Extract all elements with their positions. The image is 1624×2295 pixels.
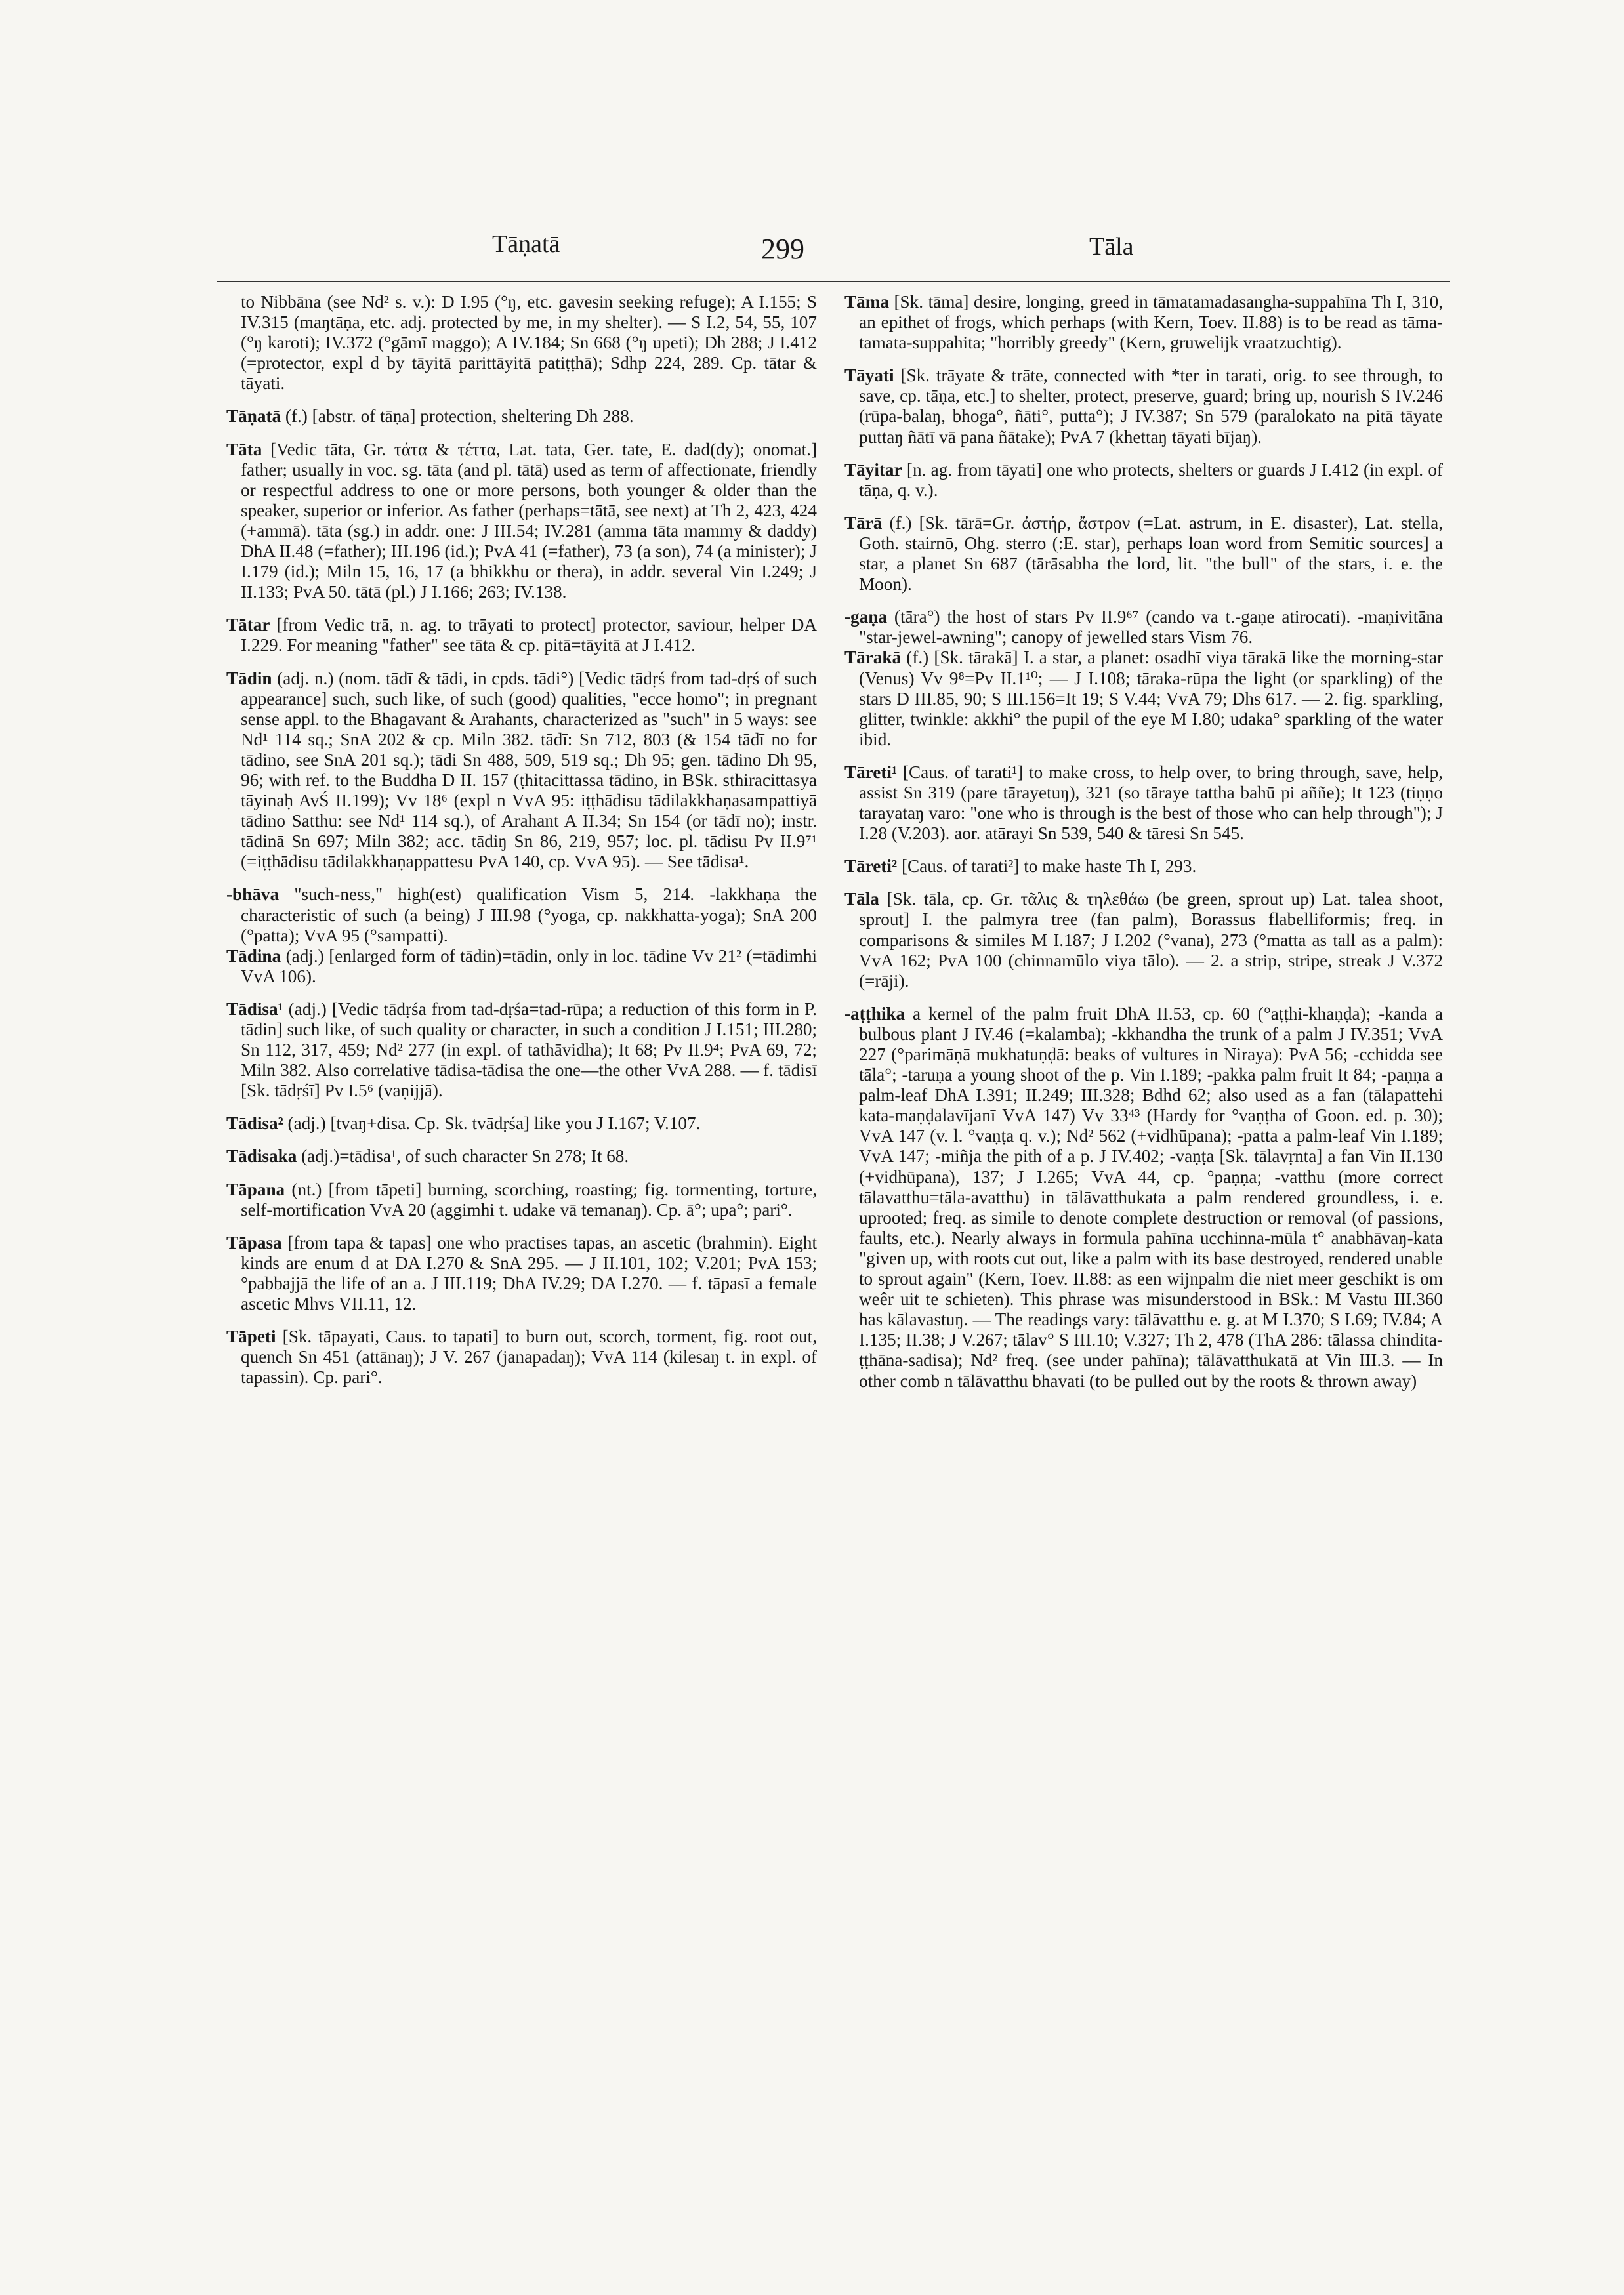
dictionary-entry <box>844 460 1443 501</box>
entry-text: (adj.) [enlarged form of tādin)=tādin, only in loc. tādine Vv 21² (=tādimhi VvA 106). <box>241 945 817 986</box>
entry-text: a kernel of the palm fruit DhA II.53, cp. 60 (°aṭṭhi-khaṇḍa); -kanda a bulbous plant J IV.46 (=kalamba); -kkhandha the trunk of a palm J IV.351; VvA 227 (°parimāṇā mukhatuṇḍā: beaks of vultures in Niraya): PvA 56; -cchidda see tāla°; -taruṇa a young shoot of the p. Vin I.189; -pakka palm fruit It 84; -paṇṇa a palm-leaf DhA I.391; II.249; III.328; Bdhd 62; also used as a fan (tālapattehi kata-maṇḍalavījanī VvA 147) Vv 33⁴³ (Hardy for °vaṇṭha of Goon. ed. p. 30); VvA 147 (v. l. °vaṇṭa q. v.); Nd² 562 (+vidhūpana); -patta a palm-leaf Vin I.189; VvA 147; -miñja the pith of a p. J IV.402; -vaṇṭa [Sk. tālavṛnta] a fan Vin II.130 (+vidhūpana), 137; J I.265; VvA 44, cp. °paṇṇa; -vatthu (more correct tālavatthu=tāla-avatthu) in tālāvatthukata a palm rendered groundless, i. e. uprooted; freq. as simile to denote complete destruction or removal (of passions, faults, etc.). Nearly always in formula pahīna ucchinna-mūla t° anabhāvaŋ-kata "given up, with roots cut out, like a palm with its base destroyed, rendered unable to sprout again" (Kern, Toev. II.88: as een wijnpalm die niet meer geschikt is om weêr uit te schieten). This phrase was misunderstood in BSk.: M Vastu III.360 has kālavastuŋ. — The readings vary: tālāvatthu e. g. at M I.370; S I.69; IV.84; A I.135; II.38; J V.267; tālav° S III.10; V.327; Th 2, 478 (ThA 286: tālassa chindita-ṭṭhāna-sadisa); Nd² freq. (see under pahīna); tālāvatthukatā at Vin III.3. — In other comb n tālāvatthu bhavati (to be pulled out by the roots & thrown away) <box>859 1003 1443 1391</box>
entry-text: [from Vedic trā, n. ag. to trāyati to protect] protector, saviour, helper DA I.229. For meaning "father" see tāta & cp. pitā=tāyitā at J I.412. <box>241 615 817 655</box>
entry-headword: Tādisa¹ <box>226 999 283 1019</box>
dictionary-entry <box>844 648 1443 749</box>
dictionary-entry <box>226 406 817 426</box>
page-header <box>217 230 1450 282</box>
dictionary-entry <box>226 1113 817 1134</box>
dictionary-entry <box>226 440 817 603</box>
entry-text: [n. ag. from tāyati] one who protects, shelters or guards J I.412 (in expl. of tāṇa, q. v.). <box>859 459 1443 500</box>
entry-text: [Caus. of tarati¹] to make cross, to help over, to bring through, save, help, assist Sn 319 (pare tārayetuŋ), 321 (so tāraye tattha bahū pi aññe); It 123 (tiṇṇo tarayataŋ varo: "one who is through is the best of those who can help through"); J I.28 (V.203). aor. atārayi Sn 539, 540 & tāresi Sn 545. <box>859 762 1443 844</box>
dictionary-entry <box>226 946 817 987</box>
entry-headword: -gaṇa <box>844 607 887 627</box>
entry-headword: -aṭṭhika <box>844 1003 906 1023</box>
dictionary-entry <box>226 999 817 1101</box>
entry-headword: Tāreti¹ <box>844 762 898 782</box>
entry-headword: Tāma <box>844 292 889 312</box>
dictionary-entry <box>226 615 817 655</box>
entry-text: (adj.) [tvaŋ+disa. Cp. Sk. tvādṛśa] like you J I.167; V.107. <box>287 1113 701 1134</box>
page-number: 299 <box>761 233 804 265</box>
entry-text: (adj.)=tādisa¹, of such character Sn 278; It 68. <box>301 1146 629 1167</box>
dictionary-entry <box>226 1146 817 1167</box>
entry-text: [Sk. tāpayati, Caus. to tapati] to burn out, scorch, torment, fig. root out, quench Sn 451 (attānaŋ); J V. 267 (janapadaŋ); VvA 114 (kilesaŋ t. in expl. of tapassin). Cp. pari°. <box>241 1327 817 1388</box>
entry-text: [Sk. tāla, cp. Gr. τᾶλις & τηλεθάω (be green, sprout up) Lat. talea shoot, sprout] I. the palmyra tree (fan palm), Borassus flabelliformis; freq. in comparisons & similes M I.187; J I.202 (°vana), 273 (°matta as tall as a palm): VvA 162; PvA 100 (chinnamūlo viya tālo). — 2. a strip, stripe, streak J V.372 (=rāji). <box>859 889 1443 991</box>
entry-headword: -bhāva <box>226 884 280 905</box>
entry-headword: Tādisaka <box>226 1146 297 1167</box>
left-column <box>226 292 817 2149</box>
entry-text: (adj. n.) (nom. tādī & tādi, in cpds. tādi°) [Vedic tādṛś from tad-dṛś of such appearance] such, such like, of such (good) qualities, "ecce homo"; in pregnant sense appl. to the Bhagavant & Arahants, characterized as "such" in 5 ways: see Nd¹ 114 sq.; SnA 202 & cp. Miln 382. tādī: Sn 712, 803 (& 154 tādī no for tādino, see SnA 201 sq.); tādi Sn 488, 509, 519 sq.; Dh 95; gen. tādino Dh 95, 96; with ref. to the Buddha D II. 157 (ṭhitacittassa tādino, in BSk. sthiracittasya tāyinaḥ AvŚ II.199); Vv 18⁶ (expl n VvA 95: iṭṭhādisu tādilakkhaṇasampattiyā tādino Satthu: see Nd¹ 114 sq.), of Arahant A II.34; Sn 154 (or tādī no); instr. tādinā Sn 697; Miln 382; acc. tādiŋ Sn 86, 219, 957; loc. pl. tādisu Pv II.9⁷¹ (=iṭṭhādisu tādilakkhaṇappattesu PvA 140, cp. VvA 95). — See tādisa¹. <box>241 668 817 872</box>
entry-text: (f.) [Sk. tārakā] I. a star, a planet: osadhī viya tārakā like the morning-star (Venus) Vv 9⁸=Pv II.1¹⁰; — J I.108; tāraka-rūpa the light (or sparkling) of the stars D III.85, 90; S III.156=It 19; S V.44; VvA 79; Dhs 617. — 2. fig. sparkling, glitter, twinkle: akkhi° the pupil of the eye M I.80; udaka° sparkling of the water ibid. <box>859 648 1443 749</box>
entry-text: (nt.) [from tāpeti] burning, scorching, roasting; fig. tormenting, torture, self-mortification VvA 20 (aggimhi t. udake vā temanaŋ). Cp. ā°; upa°; pari°. <box>241 1179 817 1220</box>
dictionary-entry <box>226 1233 817 1314</box>
dictionary-entry <box>226 669 817 873</box>
entry-text: (tāra°) the host of stars Pv II.9⁶⁷ (cando va t.-gaṇe atirocati). -maṇivitāna "star-jewel-awning"; canopy of jewelled stars Vism 76. <box>859 607 1443 648</box>
entry-text: to Nibbāna (see Nd² s. v.): D I.95 (°ŋ, etc. gavesin seeking refuge); A I.155; S IV.315 (maŋtāṇa, etc. adj. protected by me, in my shelter). — S I.2, 54, 55, 107 (°ŋ karoti); IV.372 (°gāmī maggo); A IV.184; Sn 668 (°ŋ upeti); Dh 288; J I.412 (=protector, expl d by tāyitā parittāyitā patiṭṭhā); Sdhp 224, 289. Cp. tātar & tāyati. <box>241 292 817 394</box>
entry-headword: Tāṇatā <box>226 406 281 426</box>
entry-headword: Tāpasa <box>226 1232 282 1252</box>
entry-headword: Tādisa² <box>226 1113 283 1134</box>
entry-headword: Tāyati <box>844 365 894 386</box>
entry-text: [from tapa & tapas] one who practises tapas, an ascetic (brahmin). Eight kinds are enum d at DA I.270 & SnA 295. — J II.101, 102; V.201; PvA 153; °pabbajjā the life of an a. J III.119; DhA IV.29; DA I.270. — f. tāpasī a female ascetic Mhvs VII.11, 12. <box>241 1232 817 1314</box>
entry-headword: Tādin <box>226 668 272 688</box>
entry-text: (f.) [abstr. of tāṇa] protection, sheltering Dh 288. <box>285 406 634 426</box>
right-column <box>835 292 1443 2162</box>
dictionary-entry <box>844 1004 1443 1392</box>
dictionary-entry <box>844 607 1443 648</box>
entry-headword: Tāpana <box>226 1179 285 1199</box>
dictionary-entry <box>226 1180 817 1220</box>
dictionary-entry <box>844 292 1443 353</box>
dictionary-entry <box>844 513 1443 594</box>
entry-text: (adj.) [Vedic tādṛśa from tad-dṛśa=tad-rūpa; a reduction of this form in P. tādin] such like, of such quality or character, in such a condition J I.151; III.280; Sn 112, 317, 459; Nd² 277 (in expl. of tathāvidha); It 68; Pv II.9⁴; PvA 69, 72; Miln 382. Also correlative tādisa-tādisa the one—the other VvA 288. — f. tādisī [Sk. tādṛśī] Pv I.5⁶ (vaṇijjā). <box>241 999 817 1101</box>
entry-headword: Tāta <box>226 439 262 459</box>
dictionary-entry <box>226 292 817 394</box>
dictionary-entry <box>226 1327 817 1388</box>
dictionary-entry <box>844 365 1443 447</box>
entry-headword: Tāyitar <box>844 459 902 480</box>
entry-text: "such-ness," high(est) qualification Vism 5, 214. -lakkhaṇa the characteristic of such (a being) J III.98 (°yoga, cp. nakkhatta-yoga); SnA 200 (°patta); VvA 95 (°sampatti). <box>241 884 817 945</box>
entry-headword: Tāpeti <box>226 1327 276 1347</box>
entry-text: [Sk. trāyate & trāte, connected with *ter in tarati, orig. to see through, to save, cp. tāṇa, etc.] to shelter, protect, preserve, guard; bring up, nourish S IV.246 (rūpa-balaŋ, bhoga°, ñāti°, putta°); J IV.387; Sn 579 (paralokato na pitā tāyate puttaŋ ñātī vā pana ñātake); PvA 7 (khettaŋ tāyati bījaŋ). <box>859 365 1443 447</box>
header-rule <box>217 281 1450 282</box>
entry-headword: Tāla <box>844 889 879 909</box>
entry-text: (f.) [Sk. tārā=Gr. ἀστήρ, ἄστρον (=Lat. astrum, in E. disaster), Lat. stella, Goth. stairnō, Ohg. sterro (:E. star), perhaps loan word from Semitic sources] a star, a planet Sn 687 (tārāsabha the lord, lit. "the bull" of the stars, i. e. the Moon). <box>859 512 1443 594</box>
entry-text: [Caus. of tarati²] to make haste Th I, 293. <box>901 856 1197 877</box>
entry-headword: Tātar <box>226 615 270 635</box>
entry-headword: Tārakā <box>844 648 902 668</box>
running-headword-left: Tāṇatā <box>492 230 560 258</box>
dictionary-entry <box>226 884 817 945</box>
entry-text: [Vedic tāta, Gr. τάτα & τέττα, Lat. tata, Ger. tate, E. dad(dy); onomat.] father; usually in voc. sg. tāta (and pl. tātā) used as term of affectionate, friendly or respectful address to one or more persons, both younger & older than the speaker, superior or inferior. As father (perhaps=tātā, see next) at Th 2, 423, 424 (+ammā). tāta (sg.) in addr. one: J III.54; IV.281 (amma tāta mammy & daddy) DhA II.48 (=father); III.196 (id.); PvA 41 (=father), 73 (a son), 74 (a minister); J I.179 (id.); Miln 15, 16, 17 (a bhikkhu or thera), in addr. several Vin I.249; J II.133; PvA 50. tātā (pl.) J I.166; 263; IV.138. <box>241 439 817 602</box>
dictionary-entry <box>844 856 1443 877</box>
dictionary-entry <box>844 762 1443 844</box>
entry-headword: Tāreti² <box>844 856 898 877</box>
entry-text: [Sk. tāma] desire, longing, greed in tāmatamadasangha-suppahīna Th I, 310, an epithet of frogs, which perhaps (with Kern, Toev. II.88) is to be read as tāma-tamata-suppahita; "horribly greedy" (Kern, gruwelijk vraatzuchtig). <box>859 292 1443 353</box>
entry-headword: Tādina <box>226 945 281 966</box>
entry-headword: Tārā <box>844 512 883 533</box>
running-headword-right: Tāla <box>1089 233 1134 260</box>
dictionary-entry <box>844 889 1443 991</box>
